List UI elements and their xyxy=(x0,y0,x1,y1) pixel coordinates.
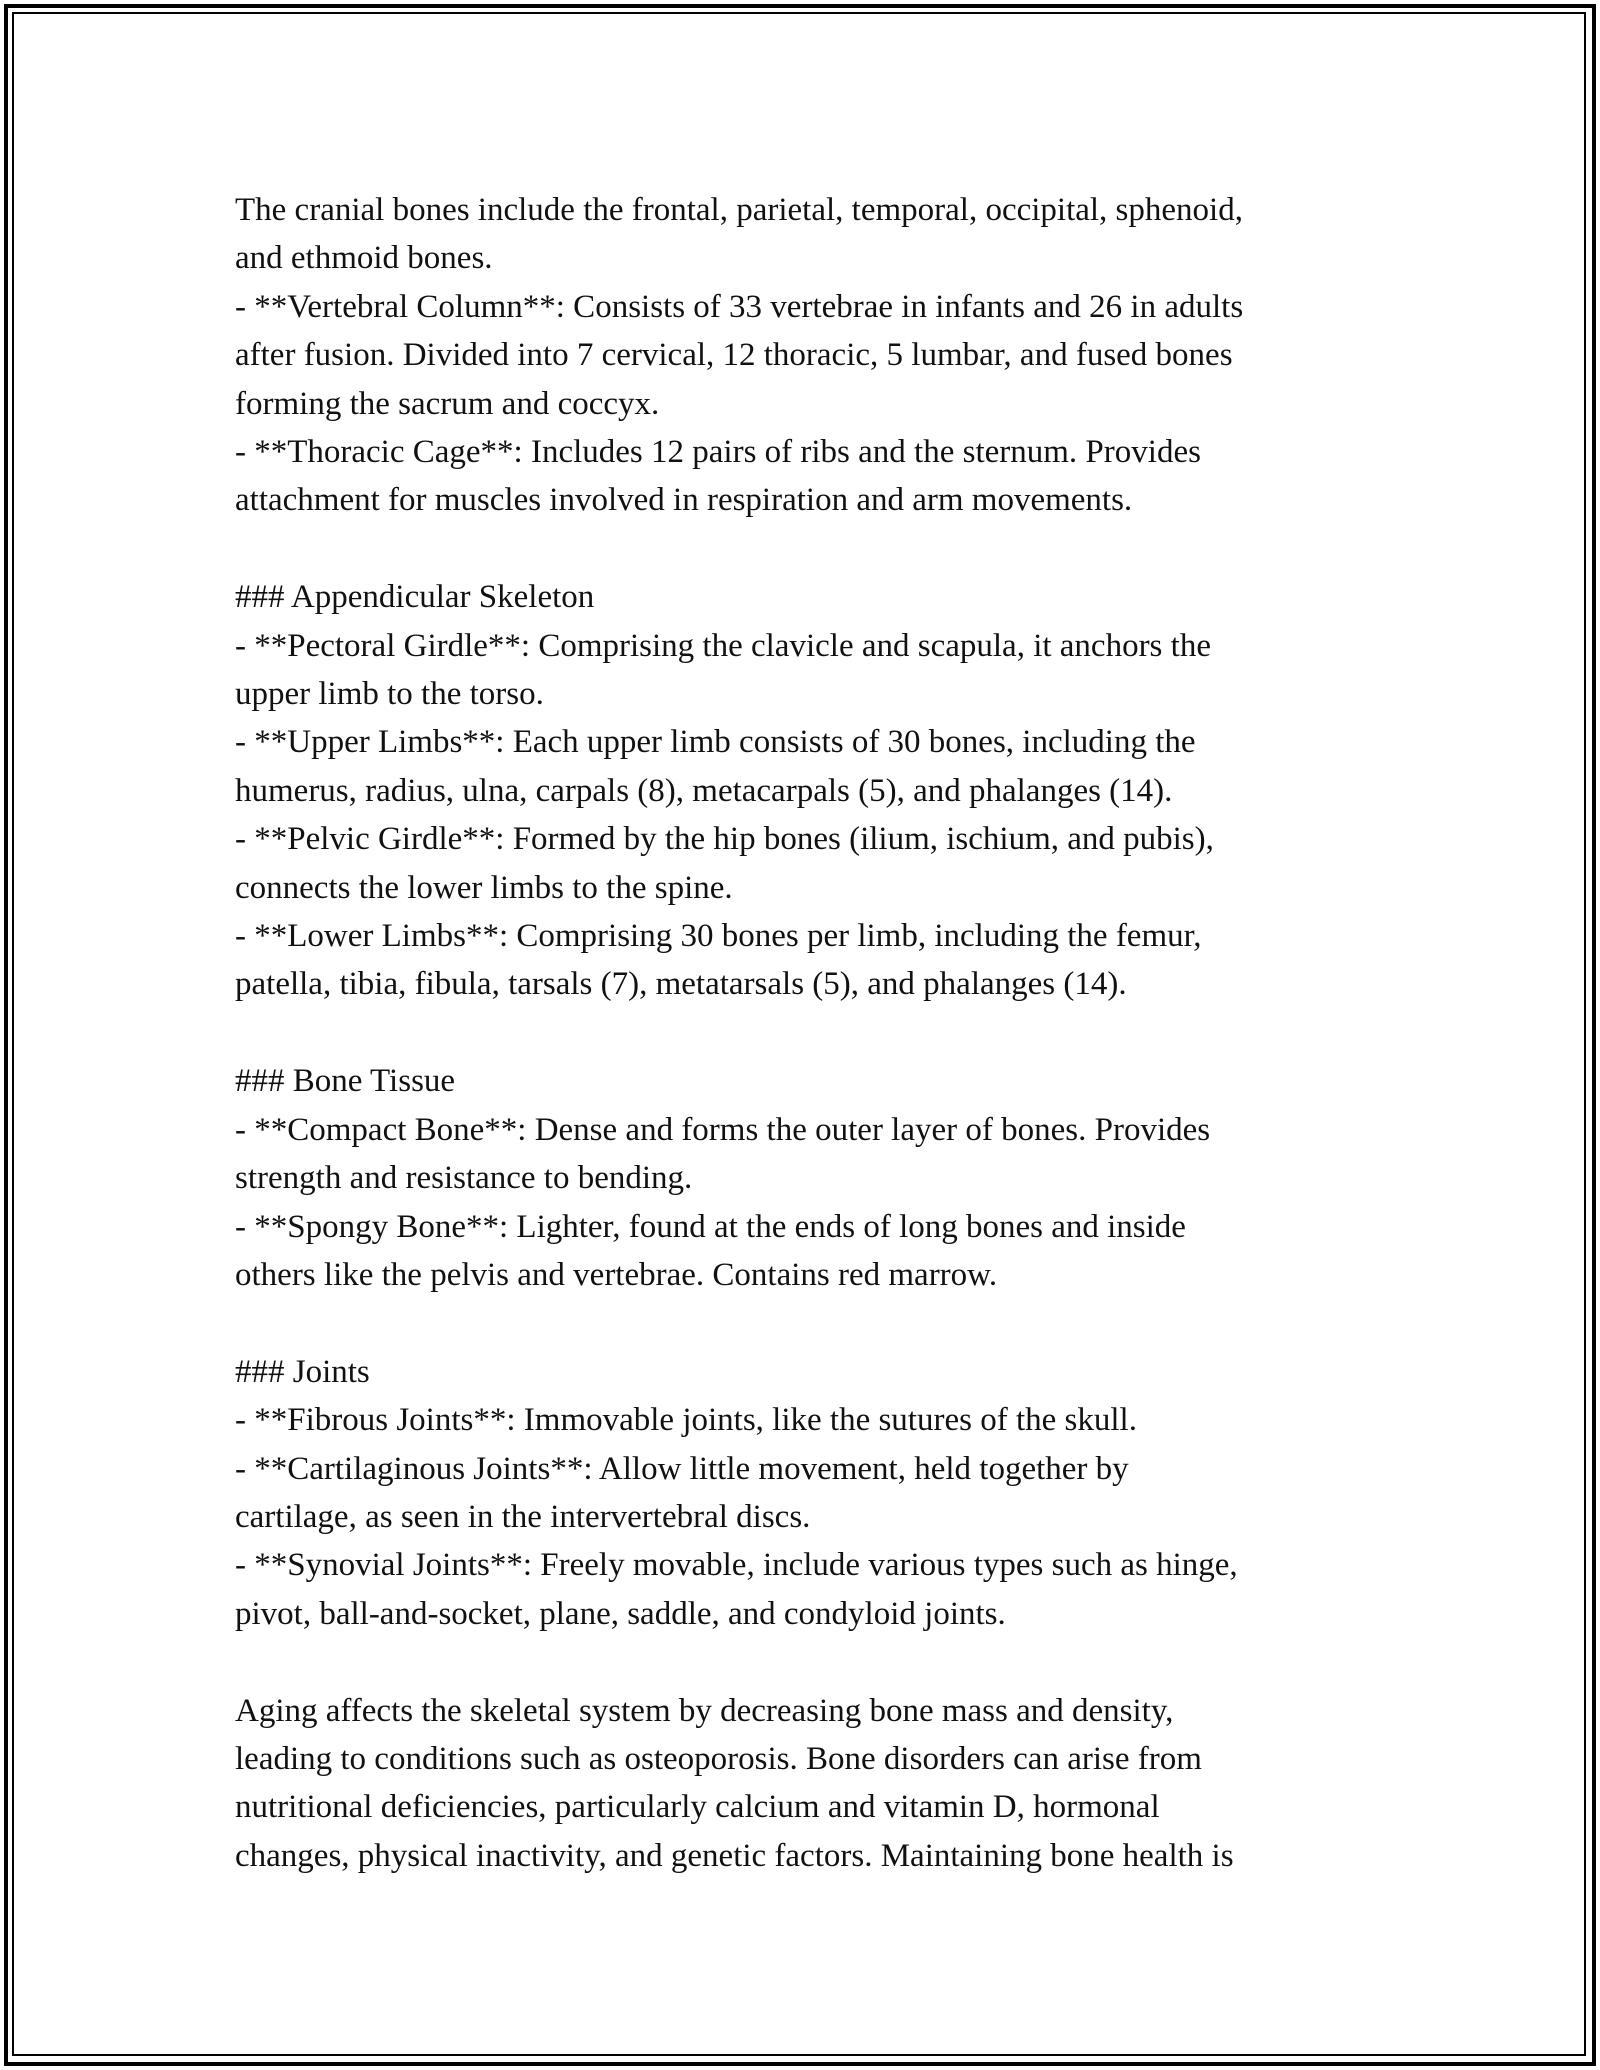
list-item-line: cartilage, as seen in the intervertebral discs. xyxy=(235,1498,811,1535)
list-item-line: - **Pelvic Girdle**: Formed by the hip bones (ilium, ischium, and pubis), xyxy=(235,821,1214,858)
list-item-line: - **Synovial Joints**: Freely movable, include various types such as hinge, xyxy=(235,1547,1238,1584)
list-item-line: upper limb to the torso. xyxy=(235,676,544,713)
section-heading: ### Bone Tissue xyxy=(235,1063,456,1100)
list-item-line: others like the pelvis and vertebrae. Contains red marrow. xyxy=(235,1256,998,1293)
list-item-line: patella, tibia, fibula, tarsals (7), metatarsals (5), and phalanges (14). xyxy=(235,966,1127,1003)
list-item-line: - **Compact Bone**: Dense and forms the outer layer of bones. Provides xyxy=(235,1111,1211,1148)
list-item-line: - **Vertebral Column**: Consists of 33 vertebrae in infants and 26 in adults xyxy=(235,288,1244,325)
paragraph-gap xyxy=(235,1638,1375,1686)
document-body xyxy=(235,186,1375,1880)
list-item-line: - **Upper Limbs**: Each upper limb consists of 30 bones, including the xyxy=(235,724,1196,761)
text-line: nutritional deficiencies, particularly calcium and vitamin D, hormonal xyxy=(235,1789,1160,1826)
paragraph-gap xyxy=(235,1299,1375,1347)
text-line: and ethmoid bones. xyxy=(235,240,493,277)
list-item-line: humerus, radius, ulna, carpals (8), metacarpals (5), and phalanges (14). xyxy=(235,772,1173,809)
list-item-line: attachment for muscles involved in respiration and arm movements. xyxy=(235,482,1133,519)
list-item-line: - **Fibrous Joints**: Immovable joints, like the sutures of the skull. xyxy=(235,1402,1137,1439)
list-item-line: strength and resistance to bending. xyxy=(235,1160,693,1197)
paragraph-gap xyxy=(235,525,1375,573)
list-item-line: after fusion. Divided into 7 cervical, 12 thoracic, 5 lumbar, and fused bones xyxy=(235,337,1233,374)
list-item-line: pivot, ball-and-socket, plane, saddle, and condyloid joints. xyxy=(235,1595,1006,1632)
text-line: The cranial bones include the frontal, parietal, temporal, occipital, sphenoid, xyxy=(235,192,1243,228)
list-item-line: - **Pectoral Girdle**: Comprising the clavicle and scapula, it anchors the xyxy=(235,627,1211,664)
list-item-line: - **Cartilaginous Joints**: Allow little movement, held together by xyxy=(235,1450,1129,1487)
section-heading: ### Joints xyxy=(235,1353,370,1390)
list-item-line: - **Lower Limbs**: Comprising 30 bones per limb, including the femur, xyxy=(235,918,1202,955)
list-item-line: forming the sacrum and coccyx. xyxy=(235,385,660,422)
paragraph-gap xyxy=(235,1009,1375,1057)
text-line: changes, physical inactivity, and genetic factors. Maintaining bone health is xyxy=(235,1837,1234,1874)
list-item-line: - **Thoracic Cage**: Includes 12 pairs of ribs and the sternum. Provides xyxy=(235,434,1201,471)
list-item-line: connects the lower limbs to the spine. xyxy=(235,869,733,906)
section-heading: ### Appendicular Skeleton xyxy=(235,579,595,616)
text-line: Aging affects the skeletal system by decreasing bone mass and density, xyxy=(235,1692,1174,1729)
list-item-line: - **Spongy Bone**: Lighter, found at the ends of long bones and inside xyxy=(235,1208,1186,1245)
text-line: leading to conditions such as osteoporosis. Bone disorders can arise from xyxy=(235,1740,1202,1777)
